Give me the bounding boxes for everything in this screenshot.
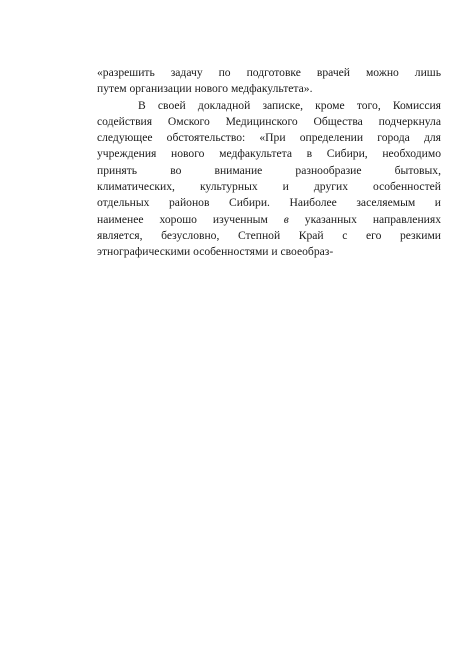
text-line: «разрешить задачу по подготовке врачей можно лишь <box>97 66 441 79</box>
text-line: содействия Омского Медицинского Общества подчеркнула <box>97 114 441 128</box>
text-line: этнографическими особенностями и своеобраз- <box>97 245 334 259</box>
paragraph-2 <box>97 98 441 261</box>
text-line: принять во внимание разнообразие бытовых, <box>97 163 441 177</box>
text-line: следующее обстоятельство: «При определении города для <box>97 131 441 145</box>
text-line: является, безусловно, Степной Край с его резкими <box>97 228 441 242</box>
paragraph-1 <box>97 65 441 98</box>
text-segment: указанных направлениях <box>304 212 441 226</box>
text-line: климатических, культурных и других особенностей <box>97 180 441 194</box>
text-line: путем организации нового медфакультета». <box>97 82 313 96</box>
text-line: В своей докладной записке, кроме того, Комиссия <box>138 98 441 112</box>
text-line <box>97 212 441 228</box>
text-line: отдельных районов Сибири. Наиболее заселяемым и <box>97 196 441 210</box>
text-line: учреждения нового медфакультета в Сибири, необходимо <box>97 147 441 161</box>
document-body <box>97 65 441 261</box>
italic-word: в <box>283 212 289 226</box>
text-segment: наименее хорошо изученным <box>97 212 268 226</box>
